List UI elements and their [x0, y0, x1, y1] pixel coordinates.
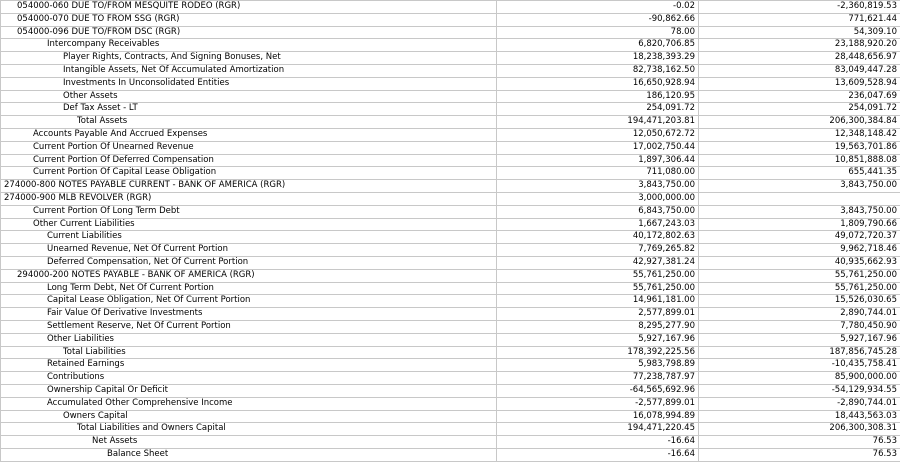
table-row: [1, 141, 900, 154]
value-cell-period-2[interactable]: 3,843,750.00: [699, 180, 900, 193]
value-cell-period-1[interactable]: 711,080.00: [497, 167, 699, 180]
row-label-cell[interactable]: Fair Value Of Derivative Investments: [1, 308, 497, 321]
row-label-cell[interactable]: 274000-900 MLB REVOLVER (RGR): [1, 192, 497, 205]
value-cell-period-1[interactable]: 55,761,250.00: [497, 282, 699, 295]
value-cell-period-1[interactable]: 77,238,787.97: [497, 372, 699, 385]
row-label-cell[interactable]: Intercompany Receivables: [1, 39, 497, 52]
row-label-cell[interactable]: Player Rights, Contracts, And Signing Bonuses, Net: [1, 52, 497, 65]
table-row: [1, 282, 900, 295]
balance-sheet-body: [1, 1, 900, 462]
value-cell-period-1[interactable]: 6,820,706.85: [497, 39, 699, 52]
table-row: [1, 308, 900, 321]
table-row: [1, 13, 900, 26]
value-cell-period-2[interactable]: 771,621.44: [699, 13, 900, 26]
row-label-cell[interactable]: Intangible Assets, Net Of Accumulated Amortization: [1, 64, 497, 77]
table-row: [1, 320, 900, 333]
value-cell-period-1[interactable]: -90,862.66: [497, 13, 699, 26]
table-row: [1, 384, 900, 397]
value-cell-period-2[interactable]: 9,962,718.46: [699, 244, 900, 257]
value-cell-period-1[interactable]: 55,761,250.00: [497, 269, 699, 282]
table-row: [1, 167, 900, 180]
table-row: [1, 372, 900, 385]
value-cell-period-2[interactable]: -2,360,819.53: [699, 1, 900, 14]
value-cell-period-2[interactable]: 236,047.69: [699, 90, 900, 103]
row-label-cell[interactable]: 274000-800 NOTES PAYABLE CURRENT - BANK OF AMERICA (RGR): [1, 180, 497, 193]
table-row: [1, 231, 900, 244]
row-label-cell[interactable]: Def Tax Asset - LT: [1, 103, 497, 116]
value-cell-period-2[interactable]: 254,091.72: [699, 103, 900, 116]
value-cell-period-2[interactable]: 3,843,750.00: [699, 205, 900, 218]
value-cell-period-1[interactable]: 78.00: [497, 26, 699, 39]
value-cell-period-1[interactable]: 82,738,162.50: [497, 64, 699, 77]
value-cell-period-1[interactable]: 3,000,000.00: [497, 192, 699, 205]
row-label-cell[interactable]: Other Liabilities: [1, 333, 497, 346]
value-cell-period-2[interactable]: 23,188,920.20: [699, 39, 900, 52]
value-cell-period-1[interactable]: 42,927,381.24: [497, 256, 699, 269]
row-label-cell[interactable]: 054000-070 DUE TO FROM SSG (RGR): [1, 13, 497, 26]
row-label-cell[interactable]: 294000-200 NOTES PAYABLE - BANK OF AMERICA (RGR): [1, 269, 497, 282]
value-cell-period-1[interactable]: 6,843,750.00: [497, 205, 699, 218]
value-cell-period-2[interactable]: 15,526,030.65: [699, 295, 900, 308]
table-row: [1, 116, 900, 129]
table-row: [1, 192, 900, 205]
value-cell-period-1[interactable]: 1,897,306.44: [497, 154, 699, 167]
row-label-cell[interactable]: Current Portion Of Unearned Revenue: [1, 141, 497, 154]
value-cell-period-2[interactable]: 54,309.10: [699, 26, 900, 39]
value-cell-period-2[interactable]: 13,609,528.94: [699, 77, 900, 90]
value-cell-period-2[interactable]: 5,927,167.96: [699, 333, 900, 346]
row-label-cell[interactable]: Retained Earnings: [1, 359, 497, 372]
value-cell-period-2[interactable]: 18,443,563.03: [699, 410, 900, 423]
value-cell-period-2[interactable]: 83,049,447.28: [699, 64, 900, 77]
value-cell-period-1[interactable]: 178,392,225.56: [497, 346, 699, 359]
table-row: [1, 218, 900, 231]
value-cell-period-1[interactable]: 16,078,994.89: [497, 410, 699, 423]
value-cell-period-2[interactable]: 10,851,888.08: [699, 154, 900, 167]
table-row: [1, 346, 900, 359]
table-row: [1, 26, 900, 39]
table-row: [1, 423, 900, 436]
table-row: [1, 64, 900, 77]
value-cell-period-1[interactable]: 2,577,899.01: [497, 308, 699, 321]
row-label-cell[interactable]: Current Portion Of Deferred Compensation: [1, 154, 497, 167]
value-cell-period-2[interactable]: 206,300,384.84: [699, 116, 900, 129]
value-cell-period-2[interactable]: 187,856,745.28: [699, 346, 900, 359]
table-row: [1, 397, 900, 410]
value-cell-period-1[interactable]: 1,667,243.03: [497, 218, 699, 231]
value-cell-period-2[interactable]: -10,435,758.41: [699, 359, 900, 372]
value-cell-period-2[interactable]: [699, 192, 900, 205]
table-row: [1, 269, 900, 282]
value-cell-period-2[interactable]: 55,761,250.00: [699, 269, 900, 282]
value-cell-period-2[interactable]: 40,935,662.93: [699, 256, 900, 269]
value-cell-period-1[interactable]: 7,769,265.82: [497, 244, 699, 257]
table-row: [1, 333, 900, 346]
value-cell-period-1[interactable]: -16.64: [497, 436, 699, 449]
table-row: [1, 1, 900, 14]
row-label-cell[interactable]: Settlement Reserve, Net Of Current Portion: [1, 320, 497, 333]
row-label-cell[interactable]: Total Assets: [1, 116, 497, 129]
value-cell-period-2[interactable]: 655,441.35: [699, 167, 900, 180]
row-label-cell[interactable]: Accumulated Other Comprehensive Income: [1, 397, 497, 410]
row-label-cell[interactable]: Owners Capital: [1, 410, 497, 423]
value-cell-period-1[interactable]: -2,577,899.01: [497, 397, 699, 410]
value-cell-period-2[interactable]: 28,448,656.97: [699, 52, 900, 65]
row-label-cell[interactable]: Long Term Debt, Net Of Current Portion: [1, 282, 497, 295]
value-cell-period-2[interactable]: 19,563,701.86: [699, 141, 900, 154]
table-row: [1, 128, 900, 141]
table-row: [1, 90, 900, 103]
row-label-cell[interactable]: Contributions: [1, 372, 497, 385]
value-cell-period-2[interactable]: 7,780,450.90: [699, 320, 900, 333]
table-row: [1, 39, 900, 52]
table-row: [1, 244, 900, 257]
row-label-cell[interactable]: Current Portion Of Long Term Debt: [1, 205, 497, 218]
row-label-cell[interactable]: Investments In Unconsolidated Entities: [1, 77, 497, 90]
table-row: [1, 256, 900, 269]
value-cell-period-2[interactable]: 55,761,250.00: [699, 282, 900, 295]
value-cell-period-1[interactable]: 18,238,393.29: [497, 52, 699, 65]
value-cell-period-1[interactable]: 5,927,167.96: [497, 333, 699, 346]
row-label-cell[interactable]: Accounts Payable And Accrued Expenses: [1, 128, 497, 141]
value-cell-period-1[interactable]: 17,002,750.44: [497, 141, 699, 154]
value-cell-period-2[interactable]: 206,300,308.31: [699, 423, 900, 436]
value-cell-period-1[interactable]: 16,650,928.94: [497, 77, 699, 90]
value-cell-period-2[interactable]: 49,072,720.37: [699, 231, 900, 244]
row-label-cell[interactable]: Deferred Compensation, Net Of Current Portion: [1, 256, 497, 269]
row-label-cell[interactable]: Net Assets: [1, 436, 497, 449]
value-cell-period-1[interactable]: 194,471,220.45: [497, 423, 699, 436]
row-label-cell[interactable]: Other Assets: [1, 90, 497, 103]
value-cell-period-1[interactable]: 186,120.95: [497, 90, 699, 103]
value-cell-period-1[interactable]: -0.02: [497, 1, 699, 14]
value-cell-period-2[interactable]: 1,809,790.66: [699, 218, 900, 231]
table-row: [1, 154, 900, 167]
table-row: [1, 436, 900, 449]
table-row: [1, 448, 900, 461]
row-label-cell[interactable]: 054000-060 DUE TO/FROM MESQUITE RODEO (RGR): [1, 1, 497, 14]
value-cell-period-2[interactable]: 2,890,744.01: [699, 308, 900, 321]
value-cell-period-2[interactable]: 76.53: [699, 448, 900, 461]
row-label-cell[interactable]: Other Current Liabilities: [1, 218, 497, 231]
value-cell-period-2[interactable]: -54,129,934.55: [699, 384, 900, 397]
table-row: [1, 295, 900, 308]
value-cell-period-1[interactable]: 14,961,181.00: [497, 295, 699, 308]
row-label-cell[interactable]: Total Liabilities and Owners Capital: [1, 423, 497, 436]
row-label-cell[interactable]: Ownership Capital Or Deficit: [1, 384, 497, 397]
row-label-cell[interactable]: Balance Sheet: [1, 448, 497, 461]
value-cell-period-1[interactable]: 5,983,798.89: [497, 359, 699, 372]
value-cell-period-2[interactable]: 76.53: [699, 436, 900, 449]
table-row: [1, 205, 900, 218]
value-cell-period-1[interactable]: 3,843,750.00: [497, 180, 699, 193]
value-cell-period-1[interactable]: -64,565,692.96: [497, 384, 699, 397]
value-cell-period-1[interactable]: 8,295,277.90: [497, 320, 699, 333]
value-cell-period-1[interactable]: 194,471,203.81: [497, 116, 699, 129]
table-row: [1, 180, 900, 193]
row-label-cell[interactable]: Total Liabilities: [1, 346, 497, 359]
table-row: [1, 103, 900, 116]
value-cell-period-1[interactable]: -16.64: [497, 448, 699, 461]
row-label-cell[interactable]: Unearned Revenue, Net Of Current Portion: [1, 244, 497, 257]
row-label-cell[interactable]: Capital Lease Obligation, Net Of Current Portion: [1, 295, 497, 308]
table-row: [1, 359, 900, 372]
row-label-cell[interactable]: 054000-096 DUE TO/FROM DSC (RGR): [1, 26, 497, 39]
table-row: [1, 77, 900, 90]
table-row: [1, 52, 900, 65]
value-cell-period-2[interactable]: 12,348,148.42: [699, 128, 900, 141]
value-cell-period-1[interactable]: 254,091.72: [497, 103, 699, 116]
value-cell-period-1[interactable]: 40,172,802.63: [497, 231, 699, 244]
row-label-cell[interactable]: Current Portion Of Capital Lease Obligation: [1, 167, 497, 180]
row-label-cell[interactable]: Current Liabilities: [1, 231, 497, 244]
table-row: [1, 410, 900, 423]
value-cell-period-1[interactable]: 12,050,672.72: [497, 128, 699, 141]
value-cell-period-2[interactable]: -2,890,744.01: [699, 397, 900, 410]
value-cell-period-2[interactable]: 85,900,000.00: [699, 372, 900, 385]
